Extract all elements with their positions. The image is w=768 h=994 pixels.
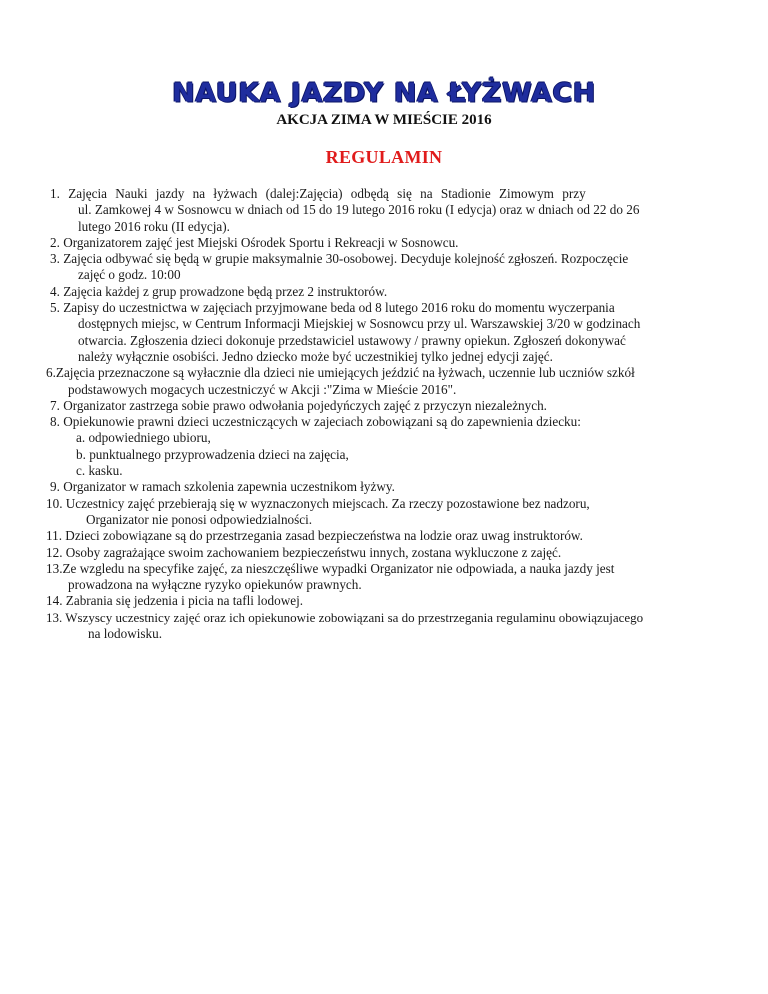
rule-item [50, 284, 698, 300]
rule-item [50, 300, 698, 365]
section-heading: REGULAMIN [325, 147, 443, 167]
rule-line: 10. Uczestnicy zajęć przebierają się w wyznaczonych miejscach. Za rzeczy pozostawione bez nadzoru, [46, 495, 590, 511]
rule-item [46, 495, 698, 529]
rule-line: prowadzona na wyłączne ryzyko opiekunów prawnych. [68, 577, 362, 593]
rule-item [46, 593, 698, 609]
rule-item [50, 398, 698, 414]
rule-line: 3. Zajęcia odbywać się będą w grupie maksymalnie 30-osobowej. Decyduje kolejność zgłoszeń. Rozpoczęcie [50, 251, 629, 267]
rule-item [50, 251, 698, 284]
rule-item [46, 609, 698, 643]
rule-item [50, 186, 698, 235]
rule-line: 9. Organizator w ramach szkolenia zapewnia uczestnikom łyżwy. [50, 479, 395, 495]
rule-line: podstawowych mogacych uczestniczyć w Akcji :"Zima w Mieście 2016". [68, 381, 457, 397]
rule-item [50, 414, 698, 479]
rule-line: 5. Zapisy do uczestnictwa w zajęciach przyjmowane beda od 8 lutego 2016 roku do momentu wyczerpania [50, 300, 615, 316]
rule-subitem: a. odpowiedniego ubioru, [76, 430, 211, 446]
rule-subitem: c. kasku. [76, 463, 123, 479]
rule-line: Organizator nie ponosi odpowiedzialności. [86, 511, 313, 527]
rule-line: lutego 2016 roku (II edycja). [78, 218, 230, 234]
rule-line: na lodowisku. [88, 626, 162, 642]
rules-list [46, 186, 698, 642]
rule-line: 14. Zabrania się jedzenia i picia na tafli lodowej. [46, 593, 304, 609]
document-title: NAUKA JAZDY NA ŁYŻWACH [172, 78, 596, 109]
rule-item [46, 365, 698, 398]
document-subtitle: AKCJA ZIMA W MIEŚCIE 2016 [276, 112, 492, 128]
rule-line: 13. Wszyscy uczestnicy zajęć oraz ich opiekunowie zobowiązani sa do przestrzegania regulaminu obowiązujacego [46, 609, 644, 625]
rule-line: 11. Dzieci zobowiązane są do przestrzegania zasad bezpieczeństwa na lodzie oraz uwag instruktorów. [46, 528, 583, 544]
rule-subitem: b. punktualnego przyprowadzenia dzieci na zajęcia, [76, 446, 349, 462]
rule-item [50, 235, 698, 251]
rule-item [46, 528, 698, 544]
rule-line: 7. Organizator zastrzega sobie prawo odwołania pojedyńczych zajęć z przyczyn niezależnych. [50, 397, 547, 413]
rule-line: 13.Ze wzgledu na specyfike zajęć, za nieszczęśliwe wypadki Organizator nie odpowiada, a nauka jazdy jest [46, 560, 615, 576]
rule-item [50, 479, 698, 495]
rule-line: 12. Osoby zagrażające swoim zachowaniem bezpieczeństwu innych, zostana wykluczone z zajęć. [46, 544, 562, 560]
rule-line: ul. Zamkowej 4 w Sosnowcu w dniach od 15 do 19 lutego 2016 roku (I edycja) oraz w dniach od 22 do 26 [78, 202, 640, 218]
rule-item [46, 544, 698, 561]
rule-line: 6.Zajęcia przeznaczone są wyłacznie dla dzieci nie umiejących jeździć na łyżwach, uczennie lub uczniów szkół [46, 365, 635, 381]
rule-line: 8. Opiekunowie prawni dzieci uczestniczących w zajeciach zobowiązani są do zapewnienia dziecku: [50, 414, 581, 430]
rule-line: dostępnych miejsc, w Centrum Informacji Miejskiej w Sosnowcu przy ul. Warszawskiej 3/20 w godzinach [78, 316, 641, 332]
rule-line: 1. Zajęcia Nauki jazdy na łyżwach (dalej:Zajęcia) odbędą się na Stadionie Zimowym przy [50, 186, 586, 201]
rule-line: otwarcia. Zgłoszenia dzieci dokonuje przedstawiciel ustawowy / prawny opiekun. Zgłoszeń dokonywać [78, 332, 626, 348]
rule-line: zajęć o godz. 10:00 [78, 267, 181, 283]
rule-item [46, 560, 698, 594]
rule-line: 2. Organizatorem zajęć jest Miejski Ośrodek Sportu i Rekreacji w Sosnowcu. [50, 234, 459, 250]
rule-line: należy wyłącznie osobiści. Jedno dziecko może być uczestnikiej tylko jednej edycji zajęć. [78, 348, 553, 364]
rule-line: 4. Zajęcia każdej z grup prowadzone będą przez 2 instruktorów. [50, 283, 388, 299]
